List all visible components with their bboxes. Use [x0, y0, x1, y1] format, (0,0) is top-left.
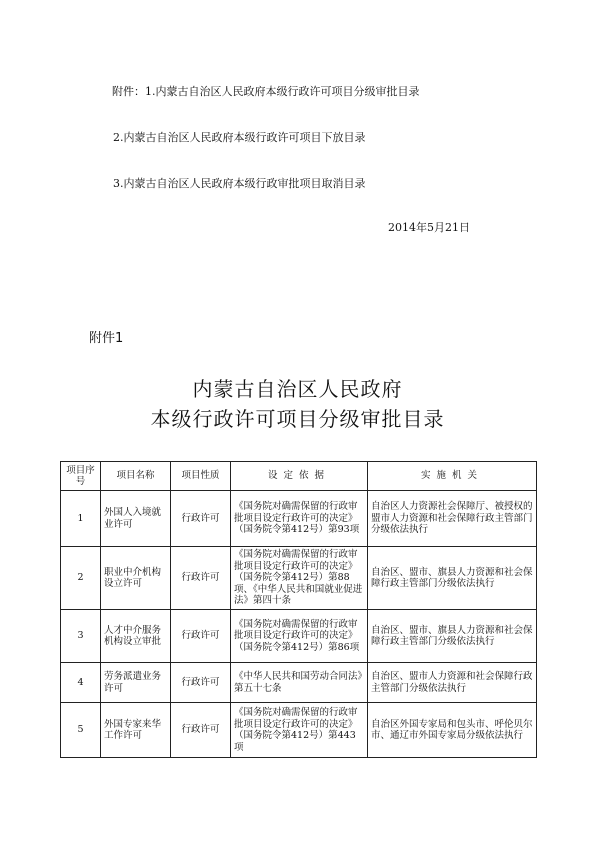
cell-legal-basis: 《国务院对确需保留的行政审批项目设定行政许可的决定》（国务院令第412号）第88项、《中华人民共和国就业促进法》第四十条: [231, 547, 368, 610]
cell-legal-basis: 《中华人民共和国劳动合同法》第五十七条: [231, 663, 368, 703]
cell-item-name: 劳务派遣业务许可: [101, 663, 171, 703]
table-row: [61, 491, 537, 547]
cell-implementing-agency: 自治区、盟市、旗县人力资源和社会保障行政主管部门分级依法执行: [368, 547, 537, 610]
cell-item-name: 人才中介服务机构设立审批: [101, 610, 171, 663]
header-legal-basis: 设定依据: [231, 462, 368, 491]
cell-item-nature: 行政许可: [171, 663, 231, 703]
cell-item-no: 4: [61, 663, 101, 703]
annex-label: 附件1: [89, 331, 124, 346]
page-title-line-2: 本级行政许可项目分级审批目录: [150, 407, 445, 431]
cell-item-no: 1: [61, 491, 101, 547]
cell-legal-basis: 《国务院对确需保留的行政审批项目设定行政许可的决定》（国务院令第412号）第443项: [231, 703, 368, 758]
table-row: [61, 703, 537, 758]
table-header-row: [61, 462, 537, 491]
cell-item-nature: 行政许可: [171, 547, 231, 610]
table-row: [61, 610, 537, 663]
issue-date: 2014年5月21日: [388, 221, 470, 234]
cell-legal-basis: 《国务院对确需保留的行政审批项目设定行政许可的决定》（国务院令第412号）第86项: [231, 610, 368, 663]
approval-catalog-table: [60, 461, 537, 758]
cell-item-nature: 行政许可: [171, 610, 231, 663]
attachment-line-3: 3.内蒙古自治区人民政府本级行政审批项目取消目录: [113, 177, 366, 190]
cell-item-no: 2: [61, 547, 101, 610]
header-item-no: 项目序号: [61, 462, 101, 491]
cell-implementing-agency: 自治区人力资源社会保障厅、被授权的盟市人力资源和社会保障行政主管部门分级依法执行: [368, 491, 537, 547]
cell-item-no: 3: [61, 610, 101, 663]
header-implementing-agency: 实施机关: [368, 462, 537, 491]
cell-implementing-agency: 自治区、盟市、旗县人力资源和社会保障行政主管部门分级依法执行: [368, 610, 537, 663]
attachment-line-1: 附件：1.内蒙古自治区人民政府本级行政许可项目分级审批目录: [112, 85, 420, 98]
cell-item-name: 职业中介机构设立许可: [101, 547, 171, 610]
cell-legal-basis: 《国务院对确需保留的行政审批项目设定行政许可的决定》（国务院令第412号）第93项: [231, 491, 368, 547]
cell-item-name: 外国专家来华工作许可: [101, 703, 171, 758]
header-item-nature: 项目性质: [171, 462, 231, 491]
cell-item-nature: 行政许可: [171, 703, 231, 758]
cell-item-nature: 行政许可: [171, 491, 231, 547]
cell-implementing-agency: 自治区外国专家局和包头市、呼伦贝尔市、通辽市外国专家局分级依法执行: [368, 703, 537, 758]
page-title-line-1: 内蒙古自治区人民政府: [192, 377, 403, 401]
header-item-name: 项目名称: [101, 462, 171, 491]
table-row: [61, 663, 537, 703]
attachment-line-2: 2.内蒙古自治区人民政府本级行政许可项目下放目录: [113, 131, 366, 144]
cell-item-no: 5: [61, 703, 101, 758]
table-row: [61, 547, 537, 610]
cell-item-name: 外国人入境就业许可: [101, 491, 171, 547]
cell-implementing-agency: 自治区、盟市人力资源和社会保障行政主管部门分级依法执行: [368, 663, 537, 703]
